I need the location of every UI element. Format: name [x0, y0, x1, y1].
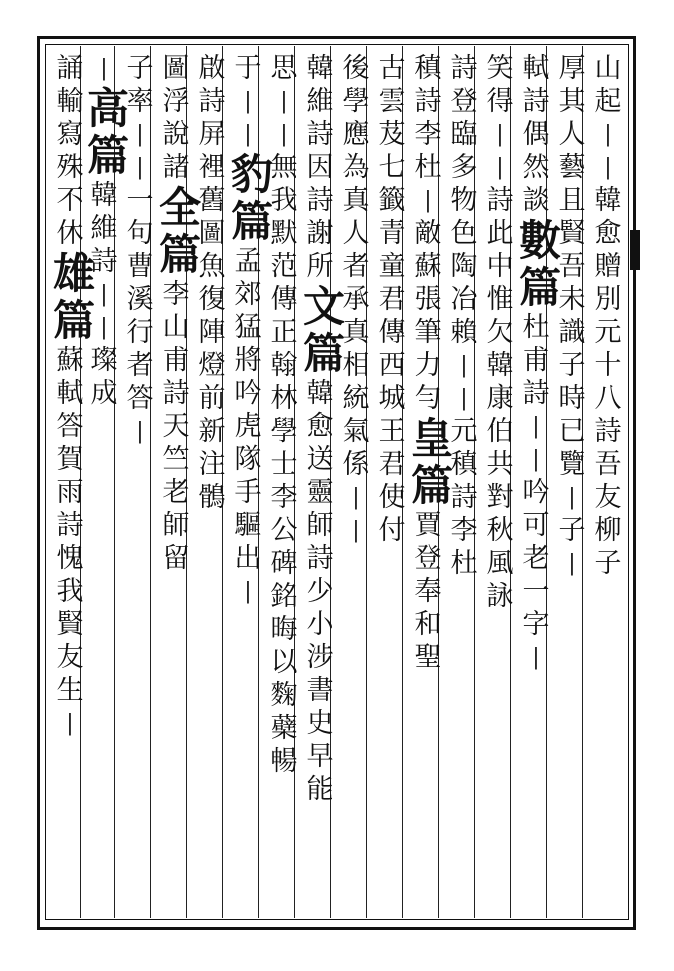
- text-char: 麴: [270, 680, 298, 711]
- text-char: 傳: [378, 317, 406, 348]
- text-char: 溪: [126, 284, 154, 315]
- text-char: 傳: [270, 284, 298, 315]
- text-char: 復: [198, 284, 226, 315]
- section-heading-char: 篇: [519, 263, 562, 312]
- text-char: 杜: [522, 312, 550, 343]
- text-char: |: [568, 551, 576, 576]
- text-char: 臨: [450, 119, 478, 150]
- text-char: 陶: [450, 251, 478, 282]
- text-char: |: [568, 485, 576, 510]
- text-char: |: [100, 282, 108, 307]
- text-char: |: [280, 89, 288, 114]
- text-char: |: [244, 579, 252, 604]
- text-char: 詩: [306, 543, 334, 574]
- text-char: 碑: [270, 548, 298, 579]
- text-char: 子: [594, 548, 622, 579]
- text-char: 係: [342, 449, 370, 480]
- text-char: 真: [342, 185, 370, 216]
- text-char: 啟: [198, 53, 226, 84]
- text-char: 孟: [234, 246, 262, 277]
- text-char: 筆: [414, 317, 442, 348]
- text-char: 句: [126, 218, 154, 249]
- section-heading-char: 雄: [53, 249, 96, 298]
- text-char: 偶: [522, 119, 550, 150]
- text-char: 涉: [306, 642, 334, 673]
- text-char: 我: [56, 576, 84, 607]
- text-char: 詩: [522, 378, 550, 409]
- text-char: 韓: [306, 53, 334, 84]
- text-char: 圖: [162, 53, 190, 84]
- text-char: 惟: [486, 284, 514, 315]
- text-char: 杜: [450, 548, 478, 579]
- text-char: 吾: [594, 449, 622, 480]
- text-char: 竺: [162, 444, 190, 475]
- text-char: 銘: [270, 581, 298, 612]
- text-char: 鶻: [198, 482, 226, 513]
- text-char: 雨: [56, 477, 84, 508]
- text-char: 詩: [594, 416, 622, 447]
- text-char: 西: [378, 350, 406, 381]
- text-char: 所: [306, 251, 334, 282]
- section-heading-char: 篇: [87, 131, 130, 180]
- text-char: 率: [126, 86, 154, 117]
- text-char: 謝: [306, 218, 334, 249]
- text-char: 物: [450, 185, 478, 216]
- text-char: 詩: [56, 510, 84, 541]
- text-char: 青: [378, 218, 406, 249]
- text-char: 隊: [234, 444, 262, 475]
- section-heading-char: 篇: [303, 329, 346, 378]
- text-char: 史: [306, 708, 334, 739]
- text-char: 韓: [90, 180, 118, 211]
- fold-mark: [630, 230, 640, 270]
- text-char: 王: [378, 416, 406, 447]
- text-char: 誦: [56, 53, 84, 84]
- text-char: |: [100, 315, 108, 340]
- text-char: 城: [378, 383, 406, 414]
- text-char: |: [100, 56, 108, 81]
- text-char: 維: [90, 213, 118, 244]
- text-char: |: [532, 447, 540, 472]
- text-char: 老: [162, 477, 190, 508]
- text-char: 冶: [450, 284, 478, 315]
- text-char: 詩: [450, 53, 478, 84]
- text-char: 君: [378, 284, 406, 315]
- text-char: 詩: [306, 185, 334, 216]
- text-char: |: [244, 89, 252, 114]
- text-char: 七: [378, 152, 406, 183]
- text-char: 君: [378, 449, 406, 480]
- text-char: 十: [594, 350, 622, 381]
- text-char: 後: [342, 53, 370, 84]
- text-char: 風: [486, 548, 514, 579]
- text-char: 覽: [558, 449, 586, 480]
- text-char: 賈: [414, 510, 442, 541]
- text-char: 登: [414, 543, 442, 574]
- section-heading-char: 全: [159, 183, 202, 232]
- text-char: 付: [378, 515, 406, 546]
- text-char: 甫: [162, 345, 190, 376]
- text-char: 軾: [522, 53, 550, 84]
- text-char: 正: [270, 317, 298, 348]
- text-char: 老: [522, 543, 550, 574]
- text-char: 陣: [198, 317, 226, 348]
- text-char: 生: [56, 675, 84, 706]
- text-char: |: [604, 155, 612, 180]
- text-char: 元: [450, 416, 478, 447]
- text-char: |: [460, 353, 468, 378]
- text-char: 答: [56, 411, 84, 442]
- text-char: 詠: [486, 581, 514, 612]
- text-char: 別: [594, 284, 622, 315]
- text-char: 色: [450, 218, 478, 249]
- text-char: 起: [594, 86, 622, 117]
- text-char: 書: [306, 675, 334, 706]
- text-char: |: [136, 122, 144, 147]
- text-char: 多: [450, 152, 478, 183]
- text-char: 使: [378, 482, 406, 513]
- text-char: 郊: [234, 279, 262, 310]
- text-char: |: [244, 122, 252, 147]
- text-char: 少: [306, 576, 334, 607]
- section-heading-char: 豹: [231, 150, 274, 199]
- text-char: 前: [198, 383, 226, 414]
- section-heading-char: 數: [519, 216, 562, 265]
- text-char: |: [604, 122, 612, 147]
- text-char: 其: [558, 86, 586, 117]
- text-char: 默: [270, 218, 298, 249]
- text-char: 時: [558, 383, 586, 414]
- text-char: 奉: [414, 576, 442, 607]
- text-char: 休: [56, 218, 84, 249]
- text-char: 聖: [414, 642, 442, 673]
- text-char: 答: [126, 383, 154, 414]
- section-heading-char: 篇: [159, 230, 202, 279]
- text-char: 維: [306, 86, 334, 117]
- text-char: 賢: [56, 609, 84, 640]
- text-char: 師: [162, 510, 190, 541]
- text-char: 一: [522, 576, 550, 607]
- text-char: |: [280, 122, 288, 147]
- text-char: 屏: [198, 119, 226, 150]
- text-char: 愈: [306, 411, 334, 442]
- text-char: |: [424, 188, 432, 213]
- text-char: 和: [414, 609, 442, 640]
- text-char: 敵: [414, 218, 442, 249]
- text-char: 韓: [306, 378, 334, 409]
- text-char: 詩: [450, 482, 478, 513]
- text-char: |: [532, 414, 540, 439]
- text-char: 然: [522, 152, 550, 183]
- text-char: 古: [378, 53, 406, 84]
- text-char: 甫: [522, 345, 550, 376]
- text-char: 詩: [90, 246, 118, 277]
- text-char: 共: [486, 449, 514, 480]
- text-char: 因: [306, 152, 334, 183]
- text-char: 裡: [198, 152, 226, 183]
- text-char: 康: [486, 383, 514, 414]
- text-char: 學: [270, 416, 298, 447]
- text-char: 且: [558, 185, 586, 216]
- text-char: 應: [342, 119, 370, 150]
- text-char: 相: [342, 350, 370, 381]
- text-char: 真: [342, 317, 370, 348]
- text-char: 子: [126, 53, 154, 84]
- text-char: 子: [558, 350, 586, 381]
- section-heading-char: 篇: [231, 197, 274, 246]
- text-char: 勻: [414, 383, 442, 414]
- text-char: 將: [234, 345, 262, 376]
- section-heading-char: 文: [303, 282, 346, 331]
- text-char: |: [66, 711, 74, 736]
- text-char: 杜: [414, 152, 442, 183]
- text-char: 留: [162, 543, 190, 574]
- text-char: |: [460, 386, 468, 411]
- text-char: 詩: [414, 86, 442, 117]
- text-char: 山: [594, 53, 622, 84]
- text-char: 不: [56, 185, 84, 216]
- section-heading-char: 篇: [53, 296, 96, 345]
- text-char: 氣: [342, 416, 370, 447]
- text-char: 輸: [56, 86, 84, 117]
- text-char: 吾: [558, 251, 586, 282]
- text-char: 新: [198, 416, 226, 447]
- text-char: 者: [342, 251, 370, 282]
- text-char: 愈: [594, 218, 622, 249]
- text-char: 詩: [486, 185, 514, 216]
- text-char: 林: [270, 383, 298, 414]
- text-char: 欠: [486, 317, 514, 348]
- text-char: |: [352, 485, 360, 510]
- text-char: 字: [522, 609, 550, 640]
- section-heading-char: 皇: [411, 414, 454, 463]
- text-char: 諸: [162, 152, 190, 183]
- text-char: 暢: [270, 746, 298, 777]
- text-char: 思: [270, 53, 298, 84]
- text-char: 成: [90, 378, 118, 409]
- text-char: 芨: [378, 119, 406, 150]
- text-char: 猛: [234, 312, 262, 343]
- text-char: 雲: [378, 86, 406, 117]
- text-char: 手: [234, 477, 262, 508]
- text-char: 贈: [594, 251, 622, 282]
- text-char: 詩: [198, 86, 226, 117]
- text-char: 子: [558, 515, 586, 546]
- text-char: 對: [486, 482, 514, 513]
- text-char: 吟: [234, 378, 262, 409]
- text-char: 殊: [56, 152, 84, 183]
- text-char: |: [136, 419, 144, 444]
- text-char: 軾: [56, 378, 84, 409]
- text-char: 為: [342, 152, 370, 183]
- text-char: 天: [162, 411, 190, 442]
- text-char: 藝: [558, 152, 586, 183]
- section-heading-char: 篇: [411, 461, 454, 510]
- text-char: 李: [450, 515, 478, 546]
- text-char: 學: [342, 86, 370, 117]
- text-char: 士: [270, 449, 298, 480]
- text-char: 曹: [126, 251, 154, 282]
- text-char: 圖: [198, 218, 226, 249]
- text-char: 賢: [558, 218, 586, 249]
- text-char: 元: [594, 317, 622, 348]
- text-char: 詩: [522, 86, 550, 117]
- text-char: 稹: [414, 53, 442, 84]
- text-char: 人: [558, 119, 586, 150]
- text-char: |: [496, 122, 504, 147]
- text-char: 韓: [594, 185, 622, 216]
- text-char: 柳: [594, 515, 622, 546]
- text-char: 寫: [56, 119, 84, 150]
- text-char: 我: [270, 185, 298, 216]
- text-char: 舊: [198, 185, 226, 216]
- text-char: 燈: [198, 350, 226, 381]
- text-char: 浮: [162, 86, 190, 117]
- text-char: 蘗: [270, 713, 298, 744]
- text-char: 中: [486, 251, 514, 282]
- text-char: 詩: [306, 119, 334, 150]
- text-char: 韓: [486, 350, 514, 381]
- text-char: 吟: [522, 477, 550, 508]
- text-char: 靈: [306, 477, 334, 508]
- text-char: 小: [306, 609, 334, 640]
- text-char: 詩: [162, 378, 190, 409]
- text-char: 可: [522, 510, 550, 541]
- text-char: 以: [270, 647, 298, 678]
- text-char: 八: [594, 383, 622, 414]
- text-char: 登: [450, 86, 478, 117]
- text-char: 虎: [234, 411, 262, 442]
- text-char: 能: [306, 774, 334, 805]
- text-char: 驅: [234, 510, 262, 541]
- text-char: 伯: [486, 416, 514, 447]
- text-char: 早: [306, 741, 334, 772]
- text-char: 晦: [270, 614, 298, 645]
- text-char: 稹: [450, 449, 478, 480]
- text-char: 籤: [378, 185, 406, 216]
- text-char: 談: [522, 185, 550, 216]
- text-char: 蘇: [414, 251, 442, 282]
- text-char: |: [352, 518, 360, 543]
- text-char: 已: [558, 416, 586, 447]
- text-char: 笑: [486, 53, 514, 84]
- text-char: 張: [414, 284, 442, 315]
- text-char: 友: [56, 642, 84, 673]
- text-char: 賴: [450, 317, 478, 348]
- text-char: 注: [198, 449, 226, 480]
- text-char: 厚: [558, 53, 586, 84]
- text-char: 統: [342, 383, 370, 414]
- text-char: 秋: [486, 515, 514, 546]
- text-char: 公: [270, 515, 298, 546]
- text-char: 范: [270, 251, 298, 282]
- text-char: 蘇: [56, 345, 84, 376]
- text-char: 未: [558, 284, 586, 315]
- text-char: 人: [342, 218, 370, 249]
- text-char: |: [136, 155, 144, 180]
- text-char: 說: [162, 119, 190, 150]
- text-char: 璨: [90, 345, 118, 376]
- text-char: 翰: [270, 350, 298, 381]
- text-char: 出: [234, 543, 262, 574]
- text-char: 一: [126, 185, 154, 216]
- text-char: 于: [234, 53, 262, 84]
- text-char: 無: [270, 152, 298, 183]
- text-char: 李: [270, 482, 298, 513]
- text-char: 山: [162, 312, 190, 343]
- text-char: 李: [162, 279, 190, 310]
- text-char: 友: [594, 482, 622, 513]
- text-char: 師: [306, 510, 334, 541]
- text-char: 愧: [56, 543, 84, 574]
- text-char: 魚: [198, 251, 226, 282]
- text-char: 李: [414, 119, 442, 150]
- text-char: |: [532, 645, 540, 670]
- text-char: 得: [486, 86, 514, 117]
- text-char: 童: [378, 251, 406, 282]
- text-char: 識: [558, 317, 586, 348]
- text-char: 賀: [56, 444, 84, 475]
- text-char: |: [496, 155, 504, 180]
- section-heading-char: 高: [87, 84, 130, 133]
- text-char: 承: [342, 284, 370, 315]
- text-char: 送: [306, 444, 334, 475]
- text-char: 者: [126, 350, 154, 381]
- text-char: 行: [126, 317, 154, 348]
- text-char: 此: [486, 218, 514, 249]
- text-column: [48, 52, 96, 916]
- text-char: 力: [414, 350, 442, 381]
